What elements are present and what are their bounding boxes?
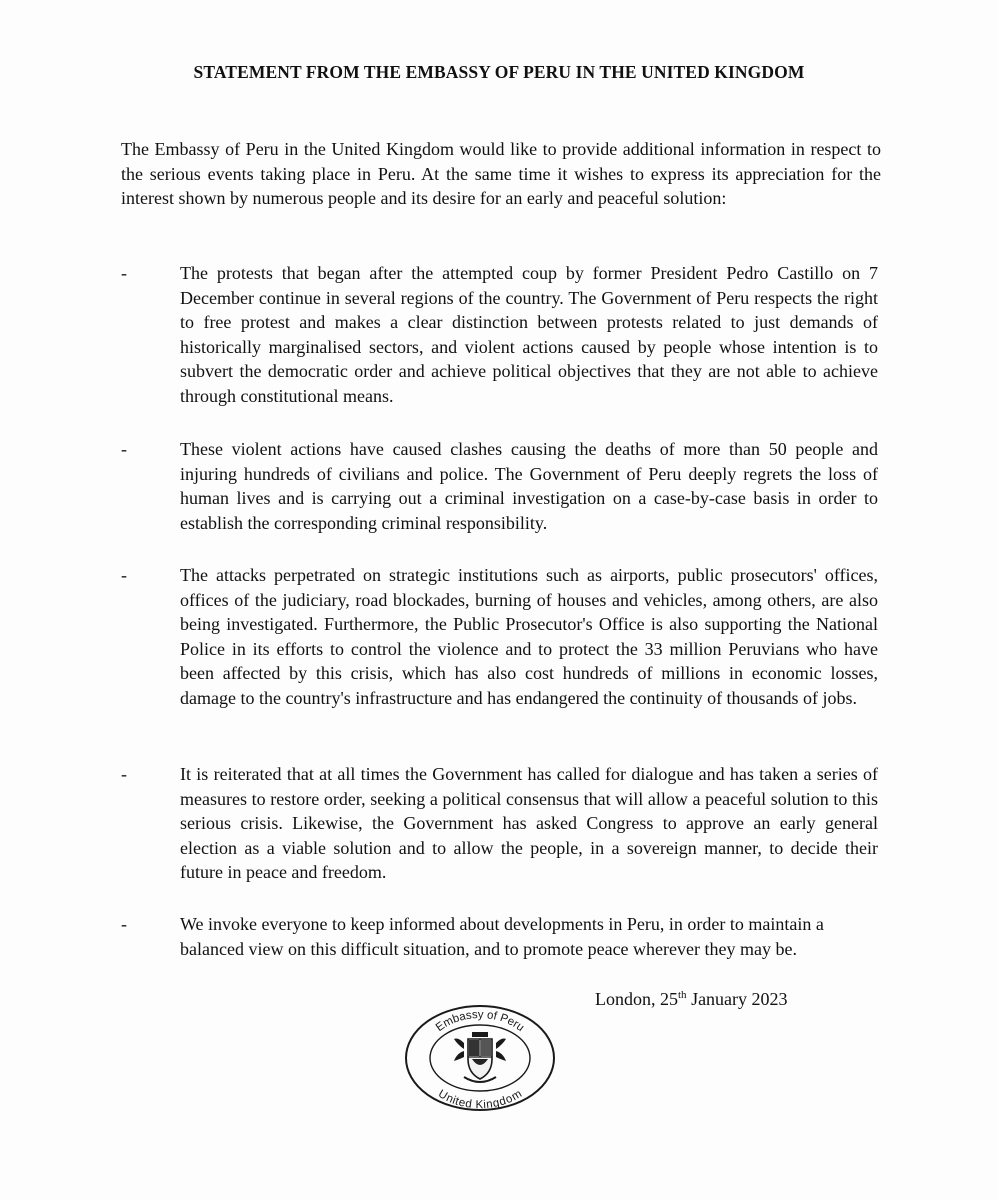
document-title: STATEMENT FROM THE EMBASSY OF PERU IN THE UNITED KINGDOM: [193, 62, 805, 82]
bullet-text: These violent actions have caused clashes causing the deaths of more than 50 people and injuring hundreds of civilians and police. The Government of Peru deeply regrets the loss of human lives and is carrying out a criminal investigation on a case-by-case basis in order to establish the corresponding criminal responsibility.: [180, 439, 878, 533]
bullet-dash: -: [121, 565, 127, 585]
embassy-seal-stamp: [402, 1003, 558, 1113]
bullet-text: It is reiterated that at all times the Government has called for dialogue and has taken a series of measures to restore order, seeking a political consensus that will allow a peaceful solution to this serious crisis. Likewise, the Government has asked Congress to approve an early general election as a viable solution and to allow the people, in a sovereign manner, to decide their future in peace and freedom.: [180, 764, 878, 882]
bullet-text: The attacks perpetrated on strategic institutions such as airports, public prosecutors' offices, offices of the judiciary, road blockades, burning of houses and vehicles, among others, are also being investigated. Furthermore, the Public Prosecutor's Office is also supporting the National Police in its efforts to control the violence and to protect the 33 million Peruvians who have been affected by this crisis, which has also cost hundreds of millions in economic losses, damage to the country's infrastructure and has endangered the continuity of thousands of jobs.: [180, 565, 878, 708]
intro-paragraph: The Embassy of Peru in the United Kingdom would like to provide additional information in respect to the serious events taking place in Peru. At the same time it wishes to express its appreciation for the interest shown by numerous people and its desire for an early and peaceful solution:: [121, 139, 881, 208]
dateline-place-day: London, 25: [595, 989, 678, 1009]
bullet-dash: -: [121, 764, 127, 784]
bullet-dash: -: [121, 263, 127, 283]
bullet-text: The protests that began after the attempted coup by former President Pedro Castillo on 7 December continue in several regions of the country. The Government of Peru respects the right to free protest and makes a clear distinction between protests related to just demands of historically marginalised sectors, and violent actions caused by people whose intention is to subvert the democratic order and achieve political objectives that they are not able to achieve through constitutional means.: [180, 263, 878, 406]
bullet-dash: -: [121, 914, 127, 934]
dateline-ordinal: th: [678, 989, 687, 1001]
dateline: [595, 987, 788, 1011]
coat-of-arms-icon: [454, 1032, 506, 1082]
seal-bottom-text: United Kingdom: [435, 1087, 525, 1112]
bullet-text: We invoke everyone to keep informed about developments in Peru, in order to maintain a balanced view on this difficult situation, and to promote peace wherever they may be.: [180, 914, 824, 959]
dateline-month-year: January 2023: [686, 989, 788, 1009]
seal-top-text: Embassy of Peru: [433, 1008, 527, 1035]
bullet-dash: -: [121, 439, 127, 459]
